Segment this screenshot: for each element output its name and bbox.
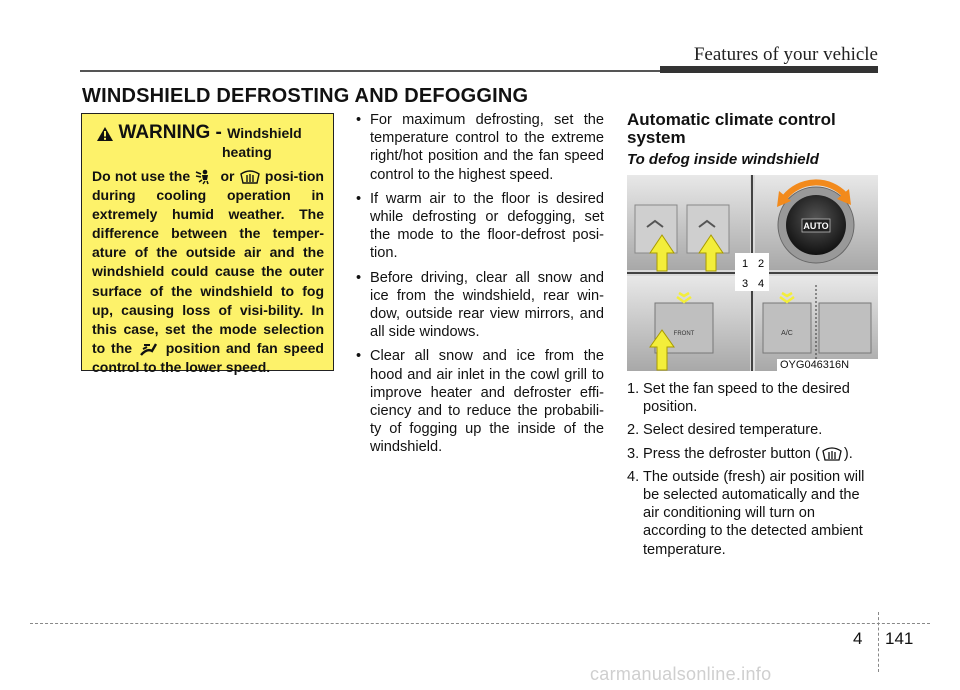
defog-subheading: To defog inside windshield: [627, 151, 819, 168]
page-chapter: 4: [853, 629, 863, 648]
warning-text-or: or: [216, 168, 239, 184]
bullet-item: • If warm air to the floor is desired while defrosting or defogging, set the mode to the floor-defrost posi-tion.: [356, 190, 604, 262]
footer-divider: [878, 612, 879, 672]
watermark: carmanualsonline.info: [590, 664, 772, 684]
figure-code: OYG046316N: [780, 359, 850, 371]
climate-control-figure: [627, 175, 878, 371]
defog-mode-icon: [138, 341, 160, 357]
front-label: FRONT: [673, 331, 695, 337]
floor-defrost-mode-icon: [194, 169, 216, 185]
warning-heading: [96, 122, 328, 144]
footer-rule: [30, 623, 930, 624]
defroster-button-icon: [820, 446, 844, 462]
middle-column: [356, 111, 604, 463]
header-title: Features of your vehicle: [693, 44, 878, 65]
climate-heading: Automatic climate control system: [627, 110, 836, 147]
figure-label-2: 2: [757, 258, 765, 270]
figure-label-1: 1: [741, 258, 749, 270]
page-number: 141: [885, 629, 914, 648]
header-bar: [660, 66, 878, 73]
step-item: 3. Press the defroster button ( ).: [627, 445, 853, 462]
defrost-icon: [239, 169, 261, 185]
bullet-item: • Before driving, clear all snow and ice from the windshield, rear win-dow, outside rear view mirrors, and all side windows.: [356, 269, 604, 341]
section-title: WINDSHIELD DEFROSTING AND DEFOGGING: [82, 85, 529, 107]
bullet-item: • For maximum defrosting, set the temperature control to the extreme right/hot position and the fan speed control to the highest speed.: [356, 112, 604, 183]
ac-label: A/C: [781, 330, 793, 337]
warning-text-2: posi-tion during cooling operation in extremely humid weather. The difference between the temper-ature of the outside air and the windshield could cause the outer surface of the windshield to fog up, causing loss of visi-bility. In this case, set the mode selection to the: [92, 168, 324, 356]
warning-text-3: position and fan speed control to the lower speed.: [92, 339, 324, 375]
warning-subtitle-2: heating: [222, 144, 272, 160]
warning-word: WARNING -: [118, 122, 228, 143]
bullet-item: • Clear all snow and ice from the hood and air inlet in the cowl grill to improve heater and defroster effi-ciency and to reduce the probabili-ty of fogging up the inside of the windshield.: [356, 348, 604, 456]
figure-label-3: 3: [741, 278, 749, 290]
warning-text: [92, 167, 324, 377]
steps-list: [627, 380, 879, 564]
warning-subtitle-1: Windshield: [227, 125, 302, 141]
step-item: 2. Select desired temperature.: [627, 422, 823, 439]
warning-text-1: Do not use the: [92, 168, 195, 184]
step-item: 1. Set the fan speed to the desired position.: [627, 381, 850, 416]
figure-label-4: 4: [757, 278, 765, 290]
auto-label: AUTO: [803, 221, 829, 231]
step-item: 4. The outside (fresh) air position will be selected automatically and the air conditioning will turn on according to the detected ambient temperature.: [627, 468, 865, 558]
header-rule: [80, 70, 660, 72]
warning-box: [81, 113, 334, 375]
warning-triangle-icon: [96, 126, 114, 142]
